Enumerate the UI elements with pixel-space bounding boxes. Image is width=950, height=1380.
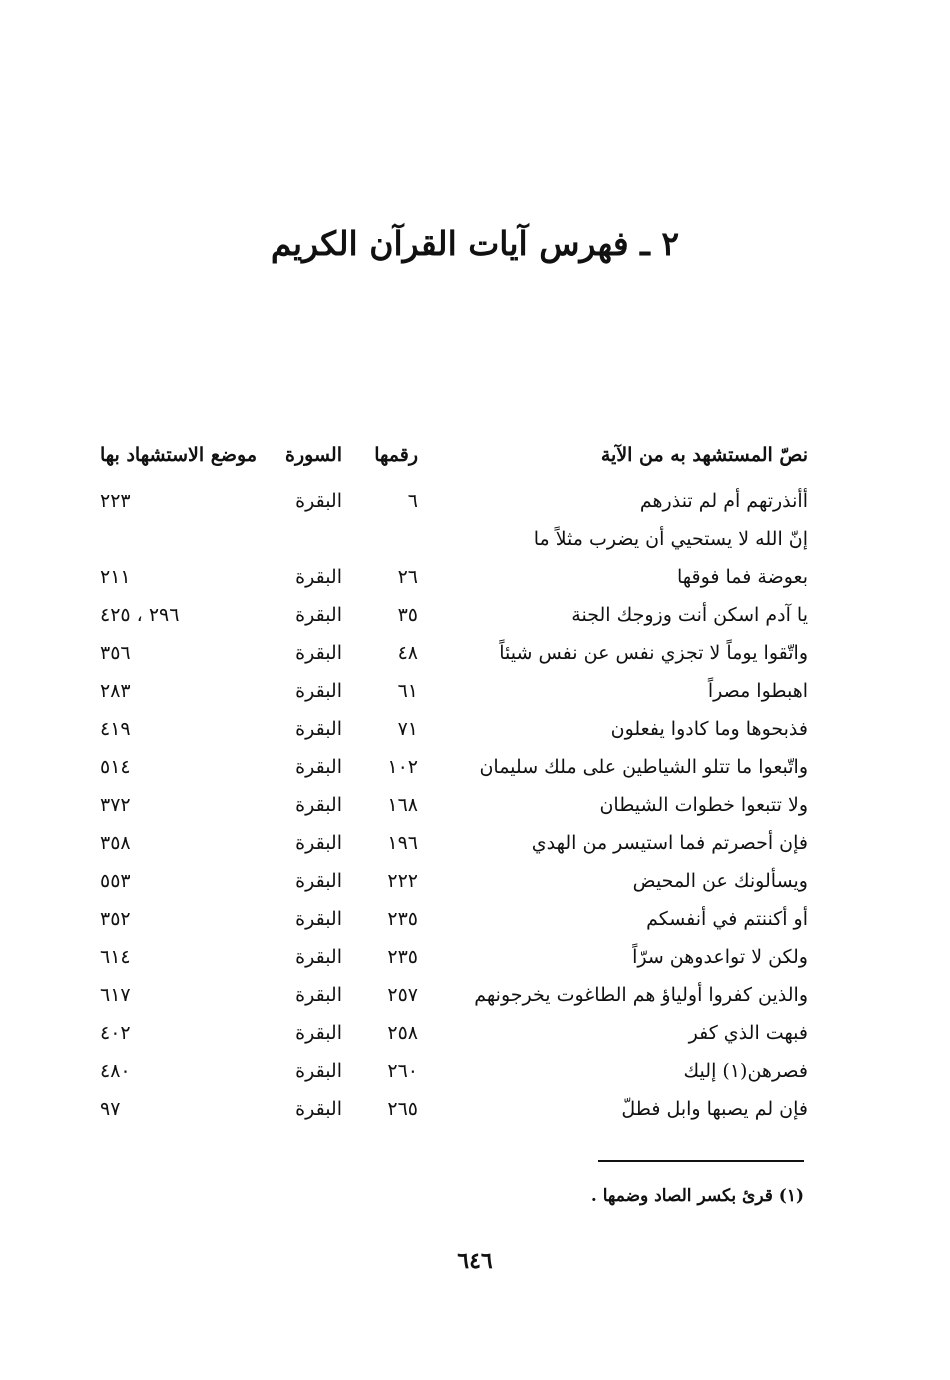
verse-number: ٢٦٠ [387, 1060, 418, 1082]
table-row [100, 786, 808, 824]
citation-location: ٥١٤ [100, 756, 131, 778]
surah-name: البقرة [295, 1060, 342, 1082]
footnote-divider [598, 1160, 804, 1162]
surah-name: البقرة [295, 794, 342, 816]
citation-location: ٤٠٢ [100, 1022, 131, 1044]
verse-number: ١٩٦ [387, 832, 418, 854]
citation-location: ٦١٤ [100, 946, 131, 968]
surah-name: البقرة [295, 642, 342, 664]
page-number: ٦٤٦ [457, 1248, 493, 1274]
verse-number: ١٠٢ [387, 756, 418, 778]
verse-text: ويسألونك عن المحيض [632, 870, 808, 892]
citation-location: ٢٩٦ ، ٤٢٥ [100, 604, 180, 626]
verse-text: واتّقوا يوماً لا تجزي نفس عن نفس شيئاً [499, 642, 808, 664]
verse-number: ٦١ [397, 680, 418, 702]
citation-location: ٩٧ [100, 1098, 121, 1120]
table-row [100, 1014, 808, 1052]
citation-location: ٢٢٣ [100, 490, 131, 512]
verse-number: ٤٨ [397, 642, 418, 664]
verse-text: فصرهن(١) إليك [683, 1060, 808, 1082]
citation-location: ٤٨٠ [100, 1060, 131, 1082]
surah-name: البقرة [295, 1098, 342, 1120]
verse-text: فإن أحصرتم فما استيسر من الهدي [531, 832, 808, 854]
citation-location: ٢٨٣ [100, 680, 131, 702]
table-row [100, 558, 808, 596]
table-row [100, 482, 808, 520]
header-verse-text: نصّ المستشهد به من الآية [600, 444, 808, 466]
table-header-row [100, 436, 808, 476]
verse-number: ٢٣٥ [387, 908, 418, 930]
citation-location: ٣٧٢ [100, 794, 131, 816]
verse-number: ٦ [407, 490, 418, 512]
citation-location: ٦١٧ [100, 984, 131, 1006]
page-title: ٢ ـ فهرس آيات القرآن الكريم [270, 224, 680, 263]
citation-location: ٣٥٨ [100, 832, 131, 854]
table-row [100, 976, 808, 1014]
verse-text: أأنذرتهم أم لم تنذرهم [639, 490, 808, 512]
table-row [100, 596, 808, 634]
surah-name: البقرة [295, 604, 342, 626]
verse-text: بعوضة فما فوقها [676, 566, 808, 588]
verse-text: ولا تتبعوا خطوات الشيطان [599, 794, 808, 816]
verse-text: يا آدم اسكن أنت وزوجك الجنة [571, 604, 808, 626]
surah-name: البقرة [295, 718, 342, 740]
surah-name: البقرة [295, 870, 342, 892]
surah-name: البقرة [295, 946, 342, 968]
header-surah: السورة [285, 444, 342, 466]
footnote: (١) قرئ بكسر الصاد وضمها . [590, 1186, 804, 1206]
verse-number: ٢٥٨ [387, 1022, 418, 1044]
surah-name: البقرة [295, 832, 342, 854]
citation-location: ٣٥٢ [100, 908, 131, 930]
verse-number: ١٦٨ [387, 794, 418, 816]
verse-text: أو أكننتم في أنفسكم [646, 908, 808, 930]
verse-number: ٢٣٥ [387, 946, 418, 968]
surah-name: البقرة [295, 908, 342, 930]
verse-number: ٢٦ [397, 566, 418, 588]
citation-location: ٣٥٦ [100, 642, 131, 664]
surah-name: البقرة [295, 1022, 342, 1044]
citation-location: ٤١٩ [100, 718, 131, 740]
citation-location: ٢١١ [100, 566, 131, 588]
verse-text: فذبحوها وما كادوا يفعلون [610, 718, 808, 740]
table-row [100, 672, 808, 710]
verse-text: فإن لم يصبها وابل فطلّ [621, 1098, 808, 1120]
citation-location: ٥٥٣ [100, 870, 131, 892]
verse-number: ٢٦٥ [387, 1098, 418, 1120]
table-row [100, 1090, 808, 1128]
table-row [100, 1052, 808, 1090]
verse-text: واتّبعوا ما تتلو الشياطين على ملك سليمان [479, 756, 808, 778]
table-row [100, 520, 808, 558]
surah-name: البقرة [295, 756, 342, 778]
header-citation-location: موضع الاستشهاد بها [100, 444, 258, 466]
surah-name: البقرة [295, 984, 342, 1006]
header-verse-number: رقمها [374, 444, 418, 466]
table-row [100, 900, 808, 938]
verse-number: ٣٥ [397, 604, 418, 626]
table-row [100, 710, 808, 748]
verse-number: ٢٥٧ [387, 984, 418, 1006]
surah-name: البقرة [295, 490, 342, 512]
verse-text: ولكن لا تواعدوهن سرّاً [632, 946, 808, 968]
verse-number: ٢٢٢ [387, 870, 418, 892]
table-row [100, 862, 808, 900]
verse-text: إنّ الله لا يستحيي أن يضرب مثلاً ما [533, 528, 808, 550]
table-row [100, 748, 808, 786]
verse-text: والذين كفروا أولياؤ هم الطاغوت يخرجونهم [474, 984, 808, 1006]
table-row [100, 938, 808, 976]
table-row [100, 824, 808, 862]
verse-number: ٧١ [397, 718, 418, 740]
table-row [100, 634, 808, 672]
surah-name: البقرة [295, 566, 342, 588]
surah-name: البقرة [295, 680, 342, 702]
verse-text: اهبطوا مصراً [707, 680, 808, 702]
verse-text: فبهت الذي كفر [688, 1022, 808, 1044]
verse-index-table [100, 436, 808, 1128]
